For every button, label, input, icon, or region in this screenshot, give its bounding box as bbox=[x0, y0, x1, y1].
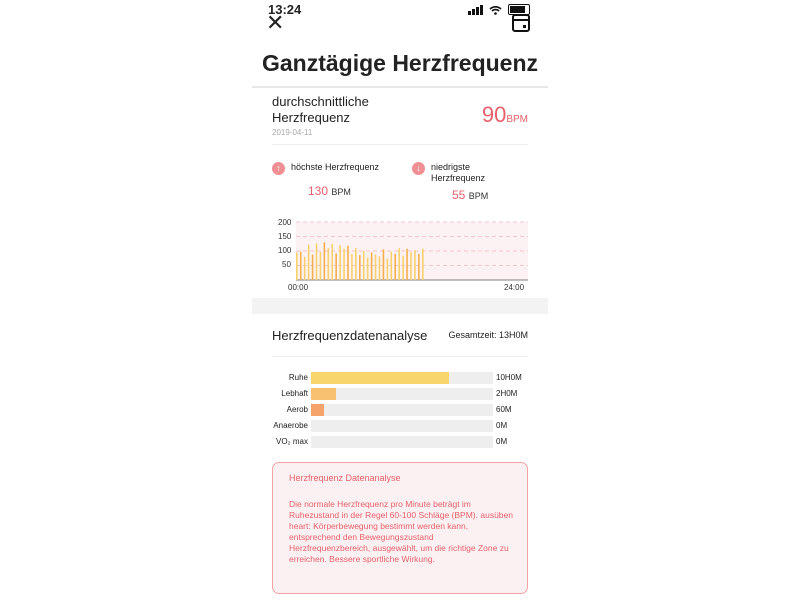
average-label: durchschnittliche Herzfrequenz bbox=[272, 94, 369, 125]
zone-value: 2H0M bbox=[496, 389, 518, 398]
status-time: 13:24 bbox=[268, 2, 302, 17]
info-title: Herzfrequenz Datenanalyse bbox=[289, 473, 401, 483]
chart-bar bbox=[422, 249, 424, 280]
chart-bar bbox=[316, 243, 318, 280]
chart-bar bbox=[418, 254, 420, 280]
screen bbox=[252, 0, 548, 600]
lowest-value bbox=[452, 188, 488, 202]
chart-bar bbox=[394, 254, 396, 280]
zone-label: Lebhaft bbox=[281, 389, 308, 398]
chart-bar bbox=[355, 248, 357, 280]
wifi-icon bbox=[489, 5, 502, 15]
x-tick-label: 24:00 bbox=[504, 283, 525, 292]
highest-value bbox=[308, 184, 351, 198]
info-box bbox=[272, 462, 528, 594]
zone-bar-fill bbox=[311, 388, 336, 400]
signal-icon bbox=[468, 5, 483, 15]
zone-row-rest bbox=[272, 372, 528, 384]
zone-value: 10H0M bbox=[496, 373, 522, 382]
chart-bar bbox=[347, 246, 349, 280]
zone-row-lively bbox=[272, 388, 528, 400]
info-body: Die normale Herzfrequenz pro Minute beträgt im Ruhezustand in der Regel 60-100 Schläge (BPM). ausüben heart: Körperbewegung bestimmt werden kann, entsprechend den Bewegungszustand Herzfrequenzbereich, ausgewählt, um die richtige Zone zu erreichen. Bessere sportliche Wirkung. bbox=[289, 499, 513, 564]
average-value bbox=[482, 102, 528, 128]
zone-bar-fill bbox=[311, 372, 449, 384]
divider bbox=[252, 86, 548, 88]
chart-bar bbox=[328, 248, 330, 280]
chart-bar bbox=[398, 248, 400, 280]
chart-bar bbox=[304, 257, 306, 280]
zone-row-aerobic bbox=[272, 404, 528, 416]
y-tick-label: 150 bbox=[278, 232, 292, 241]
zone-row-anaerobic bbox=[272, 420, 528, 432]
arrow-down-icon: ↓ bbox=[412, 162, 425, 175]
chart-bar bbox=[300, 252, 302, 280]
arrow-up-icon: ↑ bbox=[272, 162, 285, 175]
zone-value: 0M bbox=[496, 421, 508, 430]
status-bar bbox=[268, 2, 532, 18]
highest-label: höchste Herzfrequenz bbox=[291, 162, 380, 172]
chart-bar bbox=[351, 254, 353, 280]
chart-bar bbox=[363, 251, 365, 280]
average-number: 90 bbox=[481, 102, 507, 127]
chart-bar bbox=[359, 255, 361, 280]
average-unit: BPM bbox=[506, 114, 528, 125]
zone-bar-track bbox=[311, 372, 493, 384]
chart-bar bbox=[383, 249, 385, 280]
chart-bar bbox=[414, 250, 416, 280]
chart-bar bbox=[331, 244, 333, 280]
zone-bar-track bbox=[311, 388, 493, 400]
lowest-label: niedrigste Herzfrequenz bbox=[431, 162, 486, 183]
analysis-title: Herzfrequenzdatenanalyse bbox=[272, 328, 428, 343]
highest-rate bbox=[272, 160, 392, 200]
chart-bar bbox=[406, 249, 408, 280]
zone-bar-fill bbox=[311, 404, 324, 416]
calendar-icon[interactable] bbox=[512, 14, 530, 32]
zone-label: Aerob bbox=[286, 405, 308, 414]
chart-bar bbox=[339, 245, 341, 280]
zone-bar-track bbox=[311, 404, 493, 416]
lowest-number: 55 bbox=[452, 188, 466, 202]
chart-bar bbox=[379, 256, 381, 280]
analysis-total: Gesamtzeit: 13H0M bbox=[448, 330, 528, 340]
lowest-unit: BPM bbox=[468, 191, 489, 201]
y-tick-label: 50 bbox=[282, 260, 291, 269]
chart-bar bbox=[296, 252, 298, 280]
zone-value: 0M bbox=[496, 437, 508, 446]
lowest-rate bbox=[412, 160, 532, 200]
zone-label: VO₂ max bbox=[276, 437, 308, 446]
chart-bar bbox=[335, 253, 337, 280]
chart-bar bbox=[375, 254, 377, 280]
section-divider bbox=[252, 298, 548, 314]
chart-bar bbox=[312, 254, 314, 280]
highest-number: 130 bbox=[308, 184, 329, 198]
zone-bar-track bbox=[311, 436, 493, 448]
average-date: 2019-04-11 bbox=[272, 128, 313, 137]
chart-plot bbox=[272, 216, 528, 296]
divider bbox=[272, 356, 528, 357]
close-icon[interactable]: ✕ bbox=[266, 10, 285, 35]
chart-bar bbox=[371, 252, 373, 280]
y-tick-label: 100 bbox=[278, 246, 292, 255]
zone-value: 60M bbox=[496, 405, 512, 414]
heart-rate-chart bbox=[272, 216, 528, 296]
zone-label: Ruhe bbox=[288, 373, 308, 382]
chart-bar bbox=[410, 252, 412, 280]
divider bbox=[272, 144, 528, 145]
chart-bar bbox=[387, 259, 389, 280]
chart-bar bbox=[367, 257, 369, 280]
chart-bar bbox=[343, 249, 345, 280]
zone-bar-track bbox=[311, 420, 493, 432]
chart-bar bbox=[402, 256, 404, 280]
page-title: Ganztägige Herzfrequenz bbox=[261, 50, 539, 76]
zone-label: Anaerobe bbox=[273, 421, 308, 430]
chart-bar bbox=[320, 252, 322, 280]
x-tick-label: 00:00 bbox=[288, 283, 309, 292]
zone-row-vo2max bbox=[272, 436, 528, 448]
y-tick-label: 200 bbox=[278, 218, 292, 227]
chart-bar bbox=[324, 242, 326, 280]
highest-unit: BPM bbox=[331, 187, 351, 197]
chart-bar bbox=[308, 245, 310, 280]
chart-bar bbox=[391, 252, 393, 280]
